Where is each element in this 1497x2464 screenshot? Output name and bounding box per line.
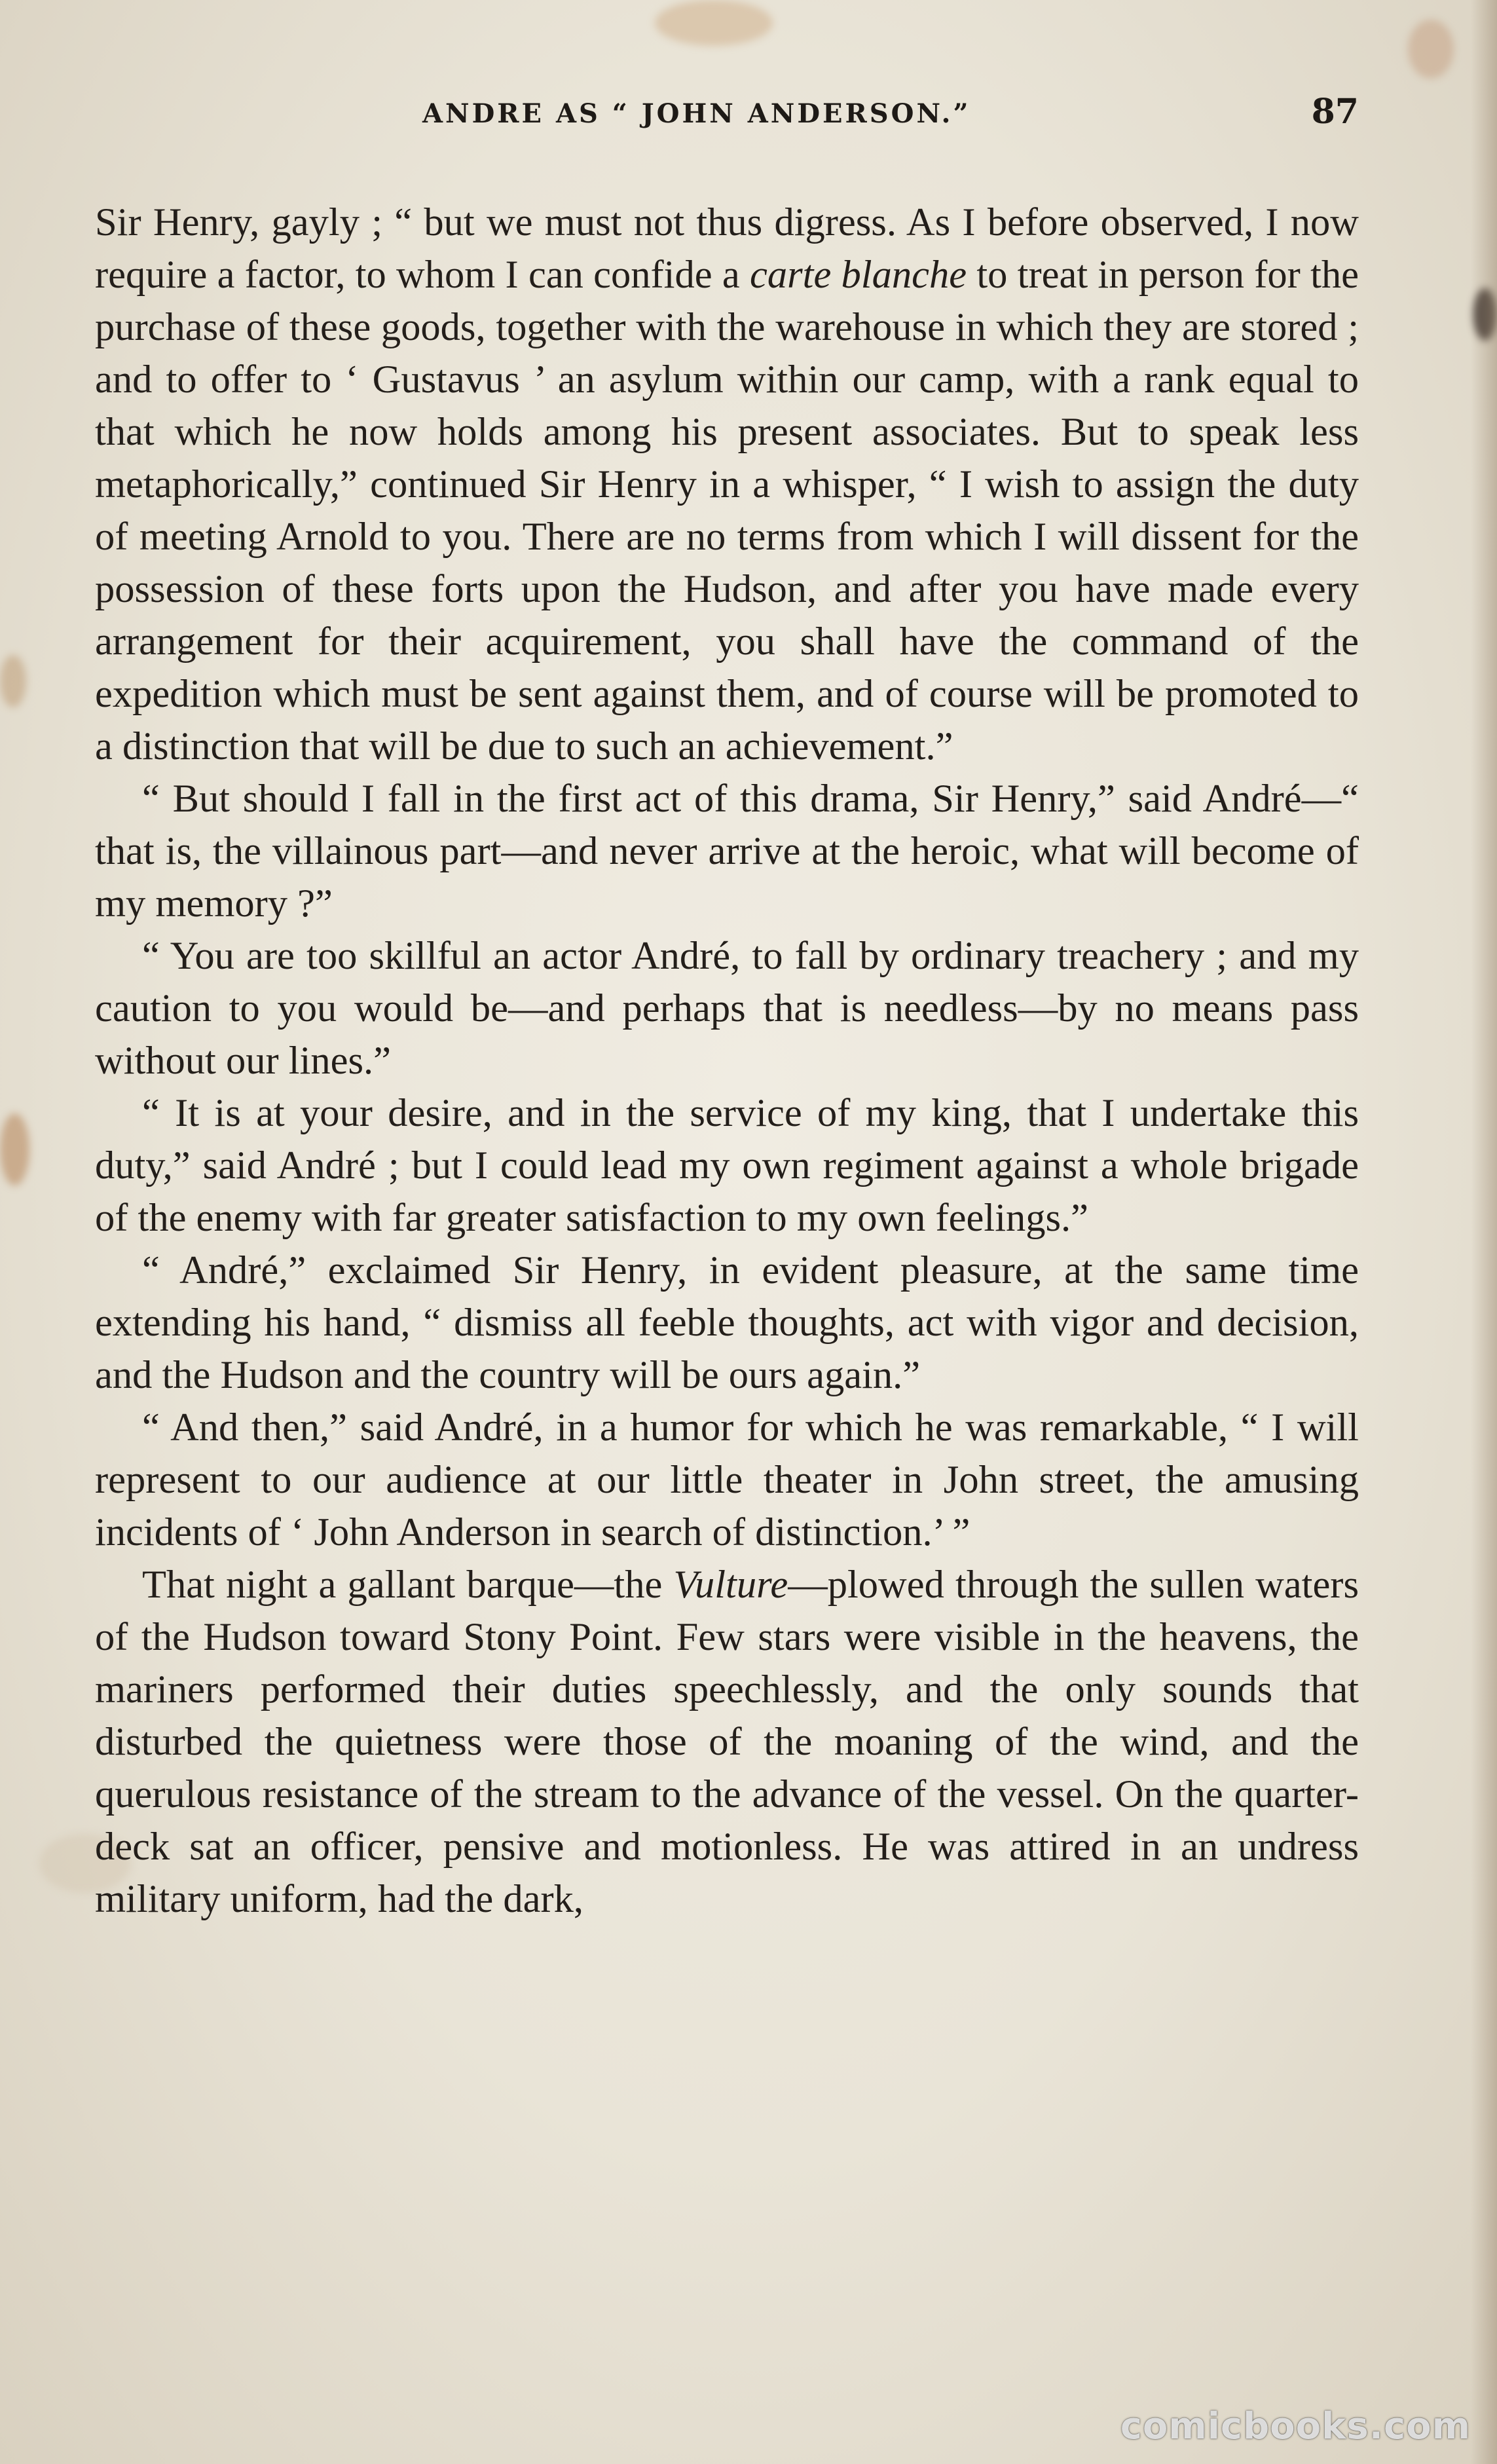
watermark: comicbooks.com	[1120, 2405, 1471, 2448]
paragraph	[95, 1559, 1359, 1926]
paper-stain	[655, 0, 773, 46]
paragraph	[95, 196, 1359, 773]
paragraph: “ But should I fall in the first act of this drama, Sir Henry,” said André—“ that is, the villainous part—and never arrive at the heroic, what will become of my memory ?”	[95, 777, 1359, 925]
body-text	[95, 196, 1359, 1926]
page-number: 87	[1311, 92, 1359, 132]
paragraph: “ And then,” said André, in a humor for which he was remarkable, “ I will represent to our audience at our little theater in John street, the amusing incidents of ‘ John Anderson in search of distinction.’ ”	[95, 1406, 1359, 1554]
page-header	[95, 92, 1359, 144]
paper-stain	[0, 1113, 29, 1185]
italic-phrase: carte blanche	[749, 253, 967, 297]
paragraph: “ André,” exclaimed Sir Henry, in evident pleasure, at the same time extending his hand, “ dismiss all feeble thoughts, act with vigor and decision, and the Hudson and the country will be ours again.”	[95, 1248, 1359, 1397]
running-head: ANDRE AS “ JOHN ANDERSON.”	[422, 98, 971, 129]
paragraph: “ You are too skillful an actor André, to fall by ordinary treachery ; and my caution to you would be—and perhaps that is needless—by no means pass without our lines.”	[95, 934, 1359, 1083]
paper-stain	[0, 655, 26, 707]
paragraph-text: That night a gallant barque—the	[142, 1563, 674, 1607]
paragraph-text: Sir Henry, gayly ; “ but we must not thus digress. As I before observed, I now require a factor, to whom I can confide a	[95, 200, 1359, 297]
paper-stain	[1408, 20, 1454, 79]
italic-phrase: Vulture	[673, 1563, 788, 1607]
page-edge-shadow	[1471, 0, 1497, 2464]
paragraph: “ It is at your desire, and in the service of my king, that I undertake this duty,” said André ; but I could lead my own regiment against a whole brigade of the enemy with far greater satisfaction to my own feelings.”	[95, 1091, 1359, 1240]
paragraph-text: to treat in person for the purchase of these goods, together with the warehouse in which they are stored ; and to offer to ‘ Gustavus ’ an asylum within our camp, with a rank equal to that which he now holds among his present associates. But to speak less metaphorically,” continued Sir Henry in a whisper, “ I wish to assign the duty of meeting Arnold to you. There are no terms from which I will dissent for the possession of these forts upon the Hudson, and after you have made every arrangement for their acquirement, you shall have the command of the expedition which must be sent against them, and of course will be promoted to a distinction that will be due to such an achievement.”	[95, 253, 1359, 768]
paragraph-text: —plowed through the sullen waters of the Hudson toward Stony Point. Few stars were visible in the heavens, the mariners performed their duties speechlessly, and the only sounds that disturbed the quietness were those of the moaning of the wind, and the querulous resistance of the stream to the advance of the vessel. On the quarter-deck sat an officer, pensive and motionless. He was attired in an undress military uniform, had the dark,	[95, 1563, 1359, 1921]
